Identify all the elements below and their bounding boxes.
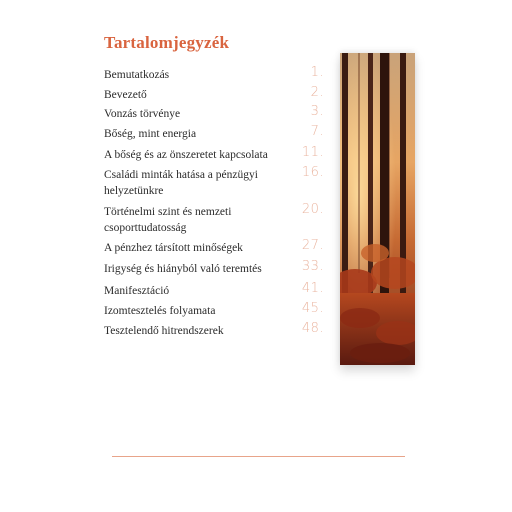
toc-entry[interactable]	[104, 87, 324, 103]
toc-entry-page: 3.	[310, 104, 324, 119]
toc-entry[interactable]	[104, 204, 324, 236]
toc-entry-label: Vonzás törvénye	[104, 108, 181, 120]
toc-entry-label: Történelmi szint és nemzeti csoporttudatosság	[104, 206, 232, 234]
toc-entry[interactable]	[104, 67, 324, 83]
toc-entry-page: 7.	[310, 124, 324, 139]
toc-entry-label: Irigység és hiányból való teremtés	[104, 263, 262, 275]
toc-entry-label: Izomtesztelés folyamata	[104, 305, 216, 317]
toc-entry-label: Manifesztáció	[104, 285, 170, 297]
toc-entry-page: 11.	[301, 145, 324, 160]
toc-entry-label: Bőség, mint energia	[104, 128, 197, 140]
toc-entry-label: A bőség és az önszeretet kapcsolata	[104, 149, 268, 161]
toc-entry[interactable]	[104, 126, 324, 142]
toc-title: Tartalomjegyzék	[104, 33, 230, 52]
toc-entry-label: Bevezető	[104, 89, 147, 101]
toc-entry-label: A pénzhez társított minőségek	[104, 242, 243, 254]
toc-entry-page: 45.	[301, 301, 324, 316]
toc-entry[interactable]	[104, 303, 324, 319]
toc-entry[interactable]	[104, 106, 324, 122]
toc-entry-page: 2.	[310, 85, 324, 100]
autumn-forest-photo	[340, 53, 415, 365]
toc-entry-label: Tesztelendő hitrendszerek	[104, 325, 224, 337]
toc-entry-page: 41.	[301, 281, 324, 296]
toc-entry[interactable]	[104, 167, 324, 199]
toc-entry[interactable]	[104, 240, 324, 256]
toc-entry-label: Bemutatkozás	[104, 69, 170, 81]
toc-entry-page: 16.	[301, 165, 324, 180]
toc-entry[interactable]	[104, 261, 324, 277]
toc-entry-page: 33.	[301, 259, 324, 274]
footer-divider	[112, 456, 405, 457]
toc-entry-page: 1.	[310, 65, 324, 80]
toc-entry[interactable]	[104, 147, 324, 163]
toc-entry-page: 48.	[301, 321, 324, 336]
toc-entry[interactable]	[104, 283, 324, 299]
toc-entry[interactable]	[104, 323, 324, 339]
toc-entry-page: 27.	[301, 238, 324, 253]
toc-entry-page: 20.	[301, 202, 324, 217]
toc-entry-label: Családi minták hatása a pénzügyi helyzetünkre	[104, 169, 258, 197]
